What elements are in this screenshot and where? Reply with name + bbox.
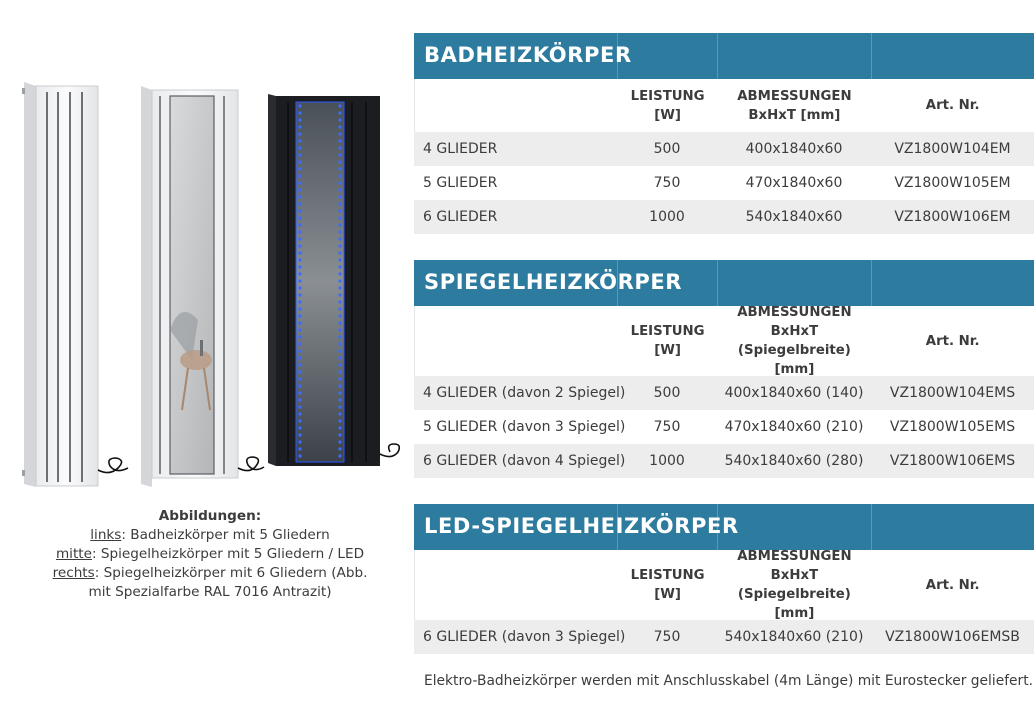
table-row: 5 GLIEDER 750 470x1840x60 VZ1800W105EM [423,175,1011,191]
led-dot [338,405,341,408]
led-dot [338,118,341,121]
led-dot [338,195,341,198]
led-dot [298,426,301,429]
led-dot [338,335,341,338]
led-dot [298,181,301,184]
table-row: 6 GLIEDER (davon 3 Spiegel) 750 540x1840x60 (210) VZ1800W106EMSB [414,620,1034,654]
led-dot [298,419,301,422]
table-header-spiegel [414,306,1034,376]
led-dot [298,454,301,457]
led-dot [298,132,301,135]
led-dot [298,384,301,387]
led-dot [298,258,301,261]
table-row: 5 GLIEDER (davon 3 Spiegel) 750 470x1840x60 (210) VZ1800W105EMS [423,419,1016,435]
caption-line-links: links: Badheizkörper mit 5 Gliedern [90,527,330,543]
led-dot [298,272,301,275]
led-dot [298,216,301,219]
led-dot [338,223,341,226]
led-dot [338,139,341,142]
led-dot [338,251,341,254]
led-dot [338,111,341,114]
led-dot [298,125,301,128]
led-dot [298,174,301,177]
led-dot [298,335,301,338]
led-dot [298,286,301,289]
led-dot [338,265,341,268]
led-dot [338,419,341,422]
led-dot [338,398,341,401]
led-dot [338,342,341,345]
table-row: 6 GLIEDER 1000 540x1840x60 VZ1800W106EM [414,200,1034,234]
col-leistung: LEISTUNG [W] [630,324,705,358]
table-row: 6 GLIEDER (davon 4 Spiegel) 1000 540x1840x60 (280) VZ1800W106EMS [414,444,1034,478]
col-leistung: LEISTUNG [W] [630,568,705,602]
led-dot [298,398,301,401]
footer-note: Elektro-Badheizkörper werden mit Anschlusskabel (4m Länge) mit Eurostecker geliefert. [424,673,1034,689]
table-header-bad [414,79,1034,132]
led-dot [298,153,301,156]
col-art-nr: Art. Nr. [925,98,980,113]
led-dot [338,440,341,443]
led-dot [298,349,301,352]
led-dot [338,454,341,457]
led-dot [338,244,341,247]
led-dot [338,167,341,170]
led-dot [298,377,301,380]
caption-title: Abbildungen: [158,508,262,524]
led-dot [298,188,301,191]
led-dot [338,328,341,331]
section-title-led: LED-SPIEGELHEIZKÖRPER [414,504,1034,550]
led-dot [338,216,341,219]
led-dot [338,363,341,366]
led-dot [338,160,341,163]
led-dot [298,321,301,324]
led-dot [298,251,301,254]
led-dot [338,377,341,380]
led-dot [338,279,341,282]
led-dot [338,356,341,359]
led-dot [338,272,341,275]
led-dot [338,300,341,303]
table-row: 4 GLIEDER 500 400x1840x60 VZ1800W104EM [414,132,1034,166]
led-dot [338,293,341,296]
led-dot [298,139,301,142]
radiator-led-mirror-anthracite [268,94,399,466]
led-dot [298,202,301,205]
section-badheizkoerper [414,33,1034,234]
led-dot [298,111,301,114]
led-dot [338,153,341,156]
led-dot [298,300,301,303]
led-dot [298,405,301,408]
led-dot [338,125,341,128]
col-abmessungen: ABMESSUNGEN BxHxT (Spiegelbreite) [mm] [737,549,852,621]
led-dot [298,223,301,226]
led-dot [338,447,341,450]
led-dot [338,426,341,429]
led-dot [298,440,301,443]
led-dot [338,104,341,107]
led-dot [338,188,341,191]
section-spiegelheizkoerper [414,260,1034,478]
led-dot [298,314,301,317]
section-led-spiegelheizkoerper [414,504,1034,654]
led-dot [298,146,301,149]
led-dot [338,174,341,177]
caption-line-mitte: mitte: Spiegelheizkörper mit 5 Gliedern / LED [55,546,365,562]
led-dot [338,321,341,324]
caption-line-rechts: rechts: Spiegelheizkörper mit 6 Gliedern (Abb. [52,565,368,581]
led-dot [298,244,301,247]
led-dot [338,209,341,212]
led-dot [338,202,341,205]
col-leistung: LEISTUNG [W] [630,88,705,123]
led-dot [298,167,301,170]
led-dot [338,391,341,394]
led-dot [338,237,341,240]
led-dot [338,307,341,310]
led-dot [338,230,341,233]
led-dot [338,146,341,149]
led-dot [298,391,301,394]
section-title-spiegel: SPIEGELHEIZKÖRPER [414,260,1034,306]
led-dot [298,363,301,366]
led-dot [298,209,301,212]
led-dot [338,286,341,289]
section-title-bad: BADHEIZKÖRPER [414,33,1034,79]
product-illustration [0,0,400,500]
led-dot [298,412,301,415]
col-art-nr: Art. Nr. [925,577,980,593]
led-dot [338,181,341,184]
led-dot [298,328,301,331]
radiator-mirror-white [141,86,264,487]
led-dot [298,433,301,436]
table-header-led [414,550,1034,620]
led-dot [298,118,301,121]
led-dot [338,314,341,317]
led-dot [298,370,301,373]
led-dot [338,384,341,387]
led-dot [338,132,341,135]
led-dot [298,356,301,359]
led-dot [298,307,301,310]
led-dot [298,342,301,345]
led-dot [298,447,301,450]
table-row: 4 GLIEDER (davon 2 Spiegel) 500 400x1840x60 (140) VZ1800W104EMS [414,376,1034,410]
col-abmessungen: ABMESSUNGEN BxHxT (Spiegelbreite) [mm] [737,305,852,377]
led-dot [338,412,341,415]
led-dot [298,104,301,107]
led-dot [298,265,301,268]
col-art-nr: Art. Nr. [925,333,980,349]
led-dot [298,279,301,282]
led-dot [338,349,341,352]
led-dot [298,293,301,296]
col-abmessungen: ABMESSUNGEN BxHxT [mm] [737,88,852,123]
figure-caption [20,507,400,602]
led-dot [338,370,341,373]
radiator-white-5-panels [22,82,128,487]
led-dot [298,195,301,198]
led-dot [338,433,341,436]
caption-line-continuation: mit Spezialfarbe RAL 7016 Antrazit) [88,584,332,600]
led-dot [298,230,301,233]
led-dot [298,160,301,163]
led-dot [338,258,341,261]
led-dot [298,237,301,240]
